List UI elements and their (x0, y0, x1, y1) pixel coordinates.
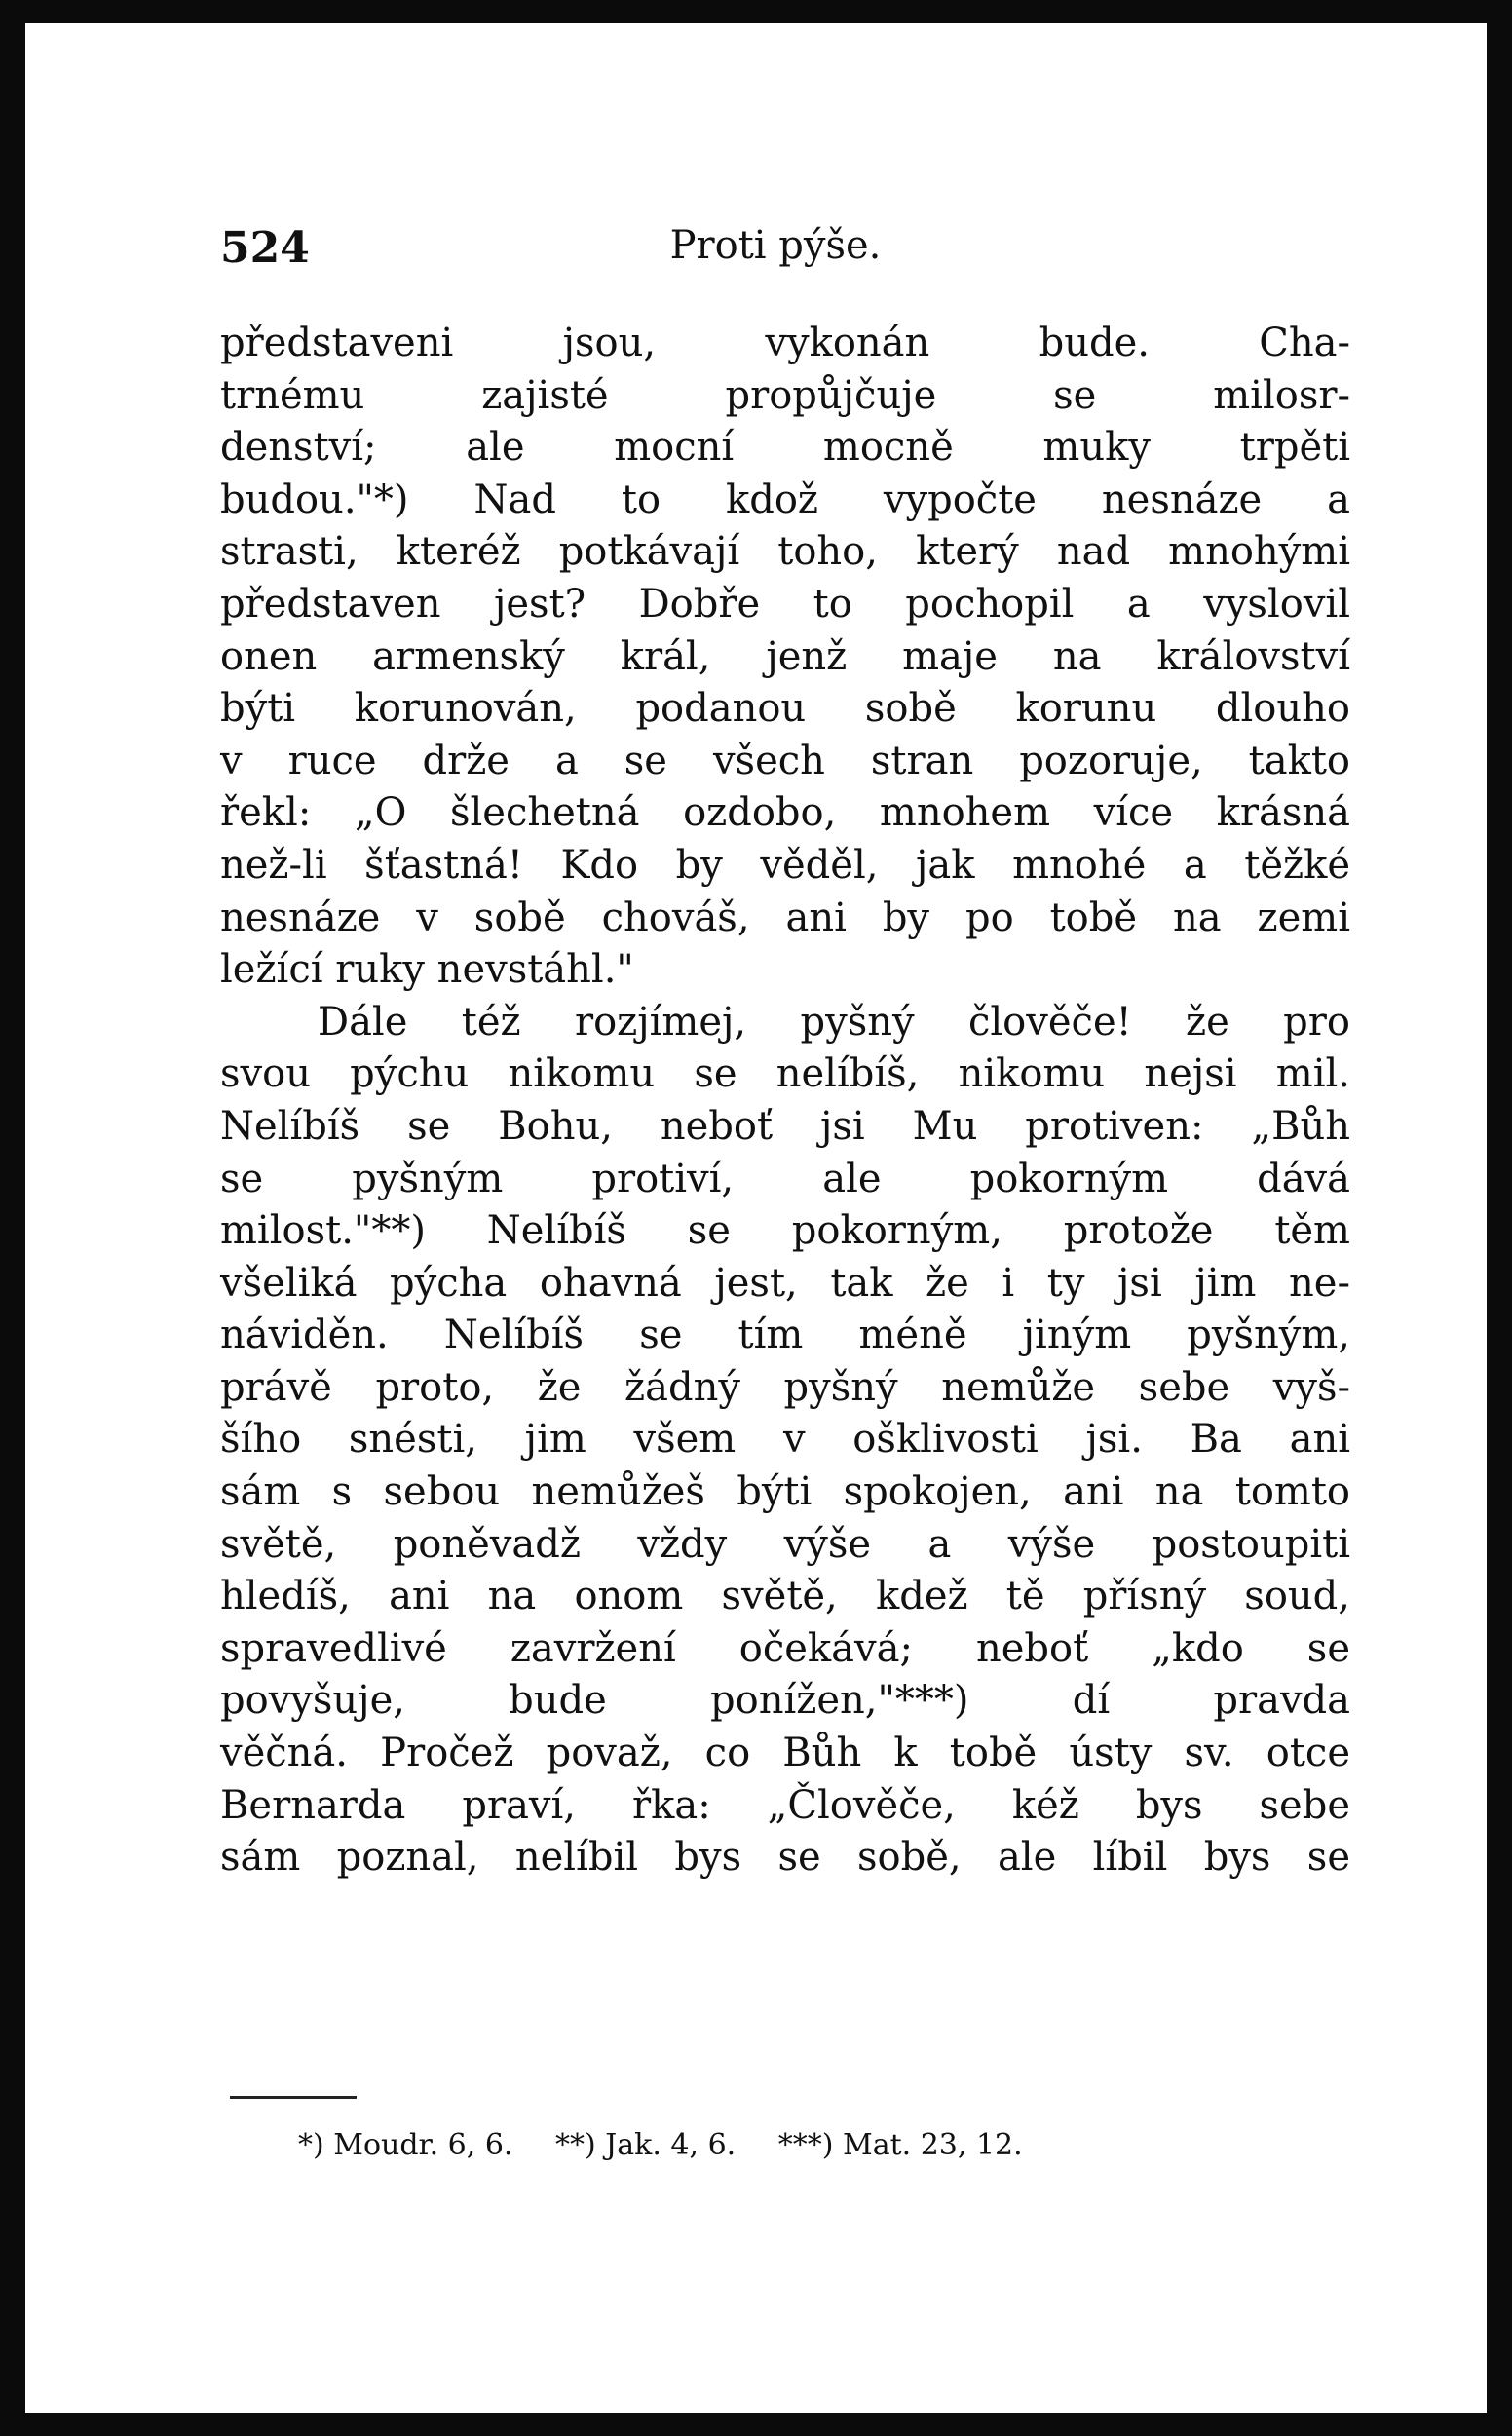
text-line: spravedlivé zavržení očekává; neboť „kdo se (220, 1625, 1350, 1671)
book-page (25, 23, 1487, 2413)
text-line: než-li šťastná! Kdo by věděl, jak mnohé a těžké (220, 842, 1350, 888)
text-line: v ruce drže a se všech stran pozoruje, takto (220, 738, 1350, 783)
text-line: představen jest? Dobře to pochopil a vyslovil (220, 581, 1350, 627)
text-line: strasti, kteréž potkávají toho, který nad mnohými (220, 529, 1350, 575)
text-line: svou pýchu nikomu se nelíbíš, nikomu nejsi mil. (220, 1051, 1350, 1097)
footnote: *) Moudr. 6, 6. (298, 2128, 513, 2162)
text-line: představeni jsou, vykonán bude. Cha- (220, 321, 1350, 365)
body-text (220, 318, 1350, 1884)
text-line: nesnáze v sobě chováš, ani by po tobě na zemi (220, 894, 1350, 940)
text-line: sám poznal, nelíbil bys se sobě, ale líbil bys se (220, 1835, 1350, 1881)
text-line: světě, poněvadž vždy výše a výše postoupiti (220, 1521, 1350, 1567)
running-title: Proti pýše. (669, 223, 882, 268)
footnote: **) Jak. 4, 6. (555, 2128, 737, 2162)
text-line: ležící ruky nevstáhl." (220, 947, 634, 993)
text-line: onen armenský král, jenž maje na království (220, 633, 1350, 679)
text-line: řekl: „O šlechetná ozdobo, mnohem více krásná (220, 790, 1350, 836)
text-line: Bernarda praví, řka: „Člověče, kéž bys sebe (220, 1782, 1350, 1828)
page-header (25, 223, 1487, 282)
text-line: trnému zajisté propůjčuje se milosr- (220, 372, 1350, 418)
text-line: věčná. Pročež považ, co Bůh k tobě ústy sv. otce (220, 1731, 1350, 1776)
text-line: denství; ale mocní mocně muky trpěti (220, 425, 1350, 471)
text-line: všeliká pýcha ohavná jest, tak že i ty jsi jim ne- (220, 1260, 1350, 1306)
text-line: šího snésti, jim všem v ošklivosti jsi. Ba ani (220, 1417, 1350, 1463)
text-line: Nelíbíš se Bohu, neboť jsi Mu protiven: „Bůh (220, 1103, 1350, 1149)
text-line: budou."*) Nad to kdož vypočte nesnáze a (220, 476, 1350, 522)
text-line: býti korunován, podanou sobě korunu dlouho (220, 686, 1350, 732)
text-line: milost."**) Nelíbíš se pokorným, protože těm (220, 1208, 1350, 1254)
footnote: ***) Mat. 23, 12. (777, 2128, 1023, 2162)
text-line: hledíš, ani na onom světě, kdež tě přísný soud, (220, 1574, 1350, 1619)
text-line: se pyšným protiví, ale pokorným dává (220, 1156, 1350, 1201)
footnote-divider (230, 2096, 357, 2099)
text-line: povyšuje, bude ponížen,"***) dí pravda (220, 1678, 1350, 1724)
text-line: právě proto, že žádný pyšný nemůže sebe vyš- (220, 1364, 1350, 1410)
text-line: Dále též rozjímej, pyšný člověče! že pro (318, 999, 1350, 1045)
footnotes (298, 2128, 1272, 2162)
text-line: náviděn. Nelíbíš se tím méně jiným pyšným, (220, 1313, 1350, 1358)
text-line: sám s sebou nemůžeš býti spokojen, ani na tomto (220, 1469, 1350, 1515)
page-number: 524 (220, 223, 310, 273)
